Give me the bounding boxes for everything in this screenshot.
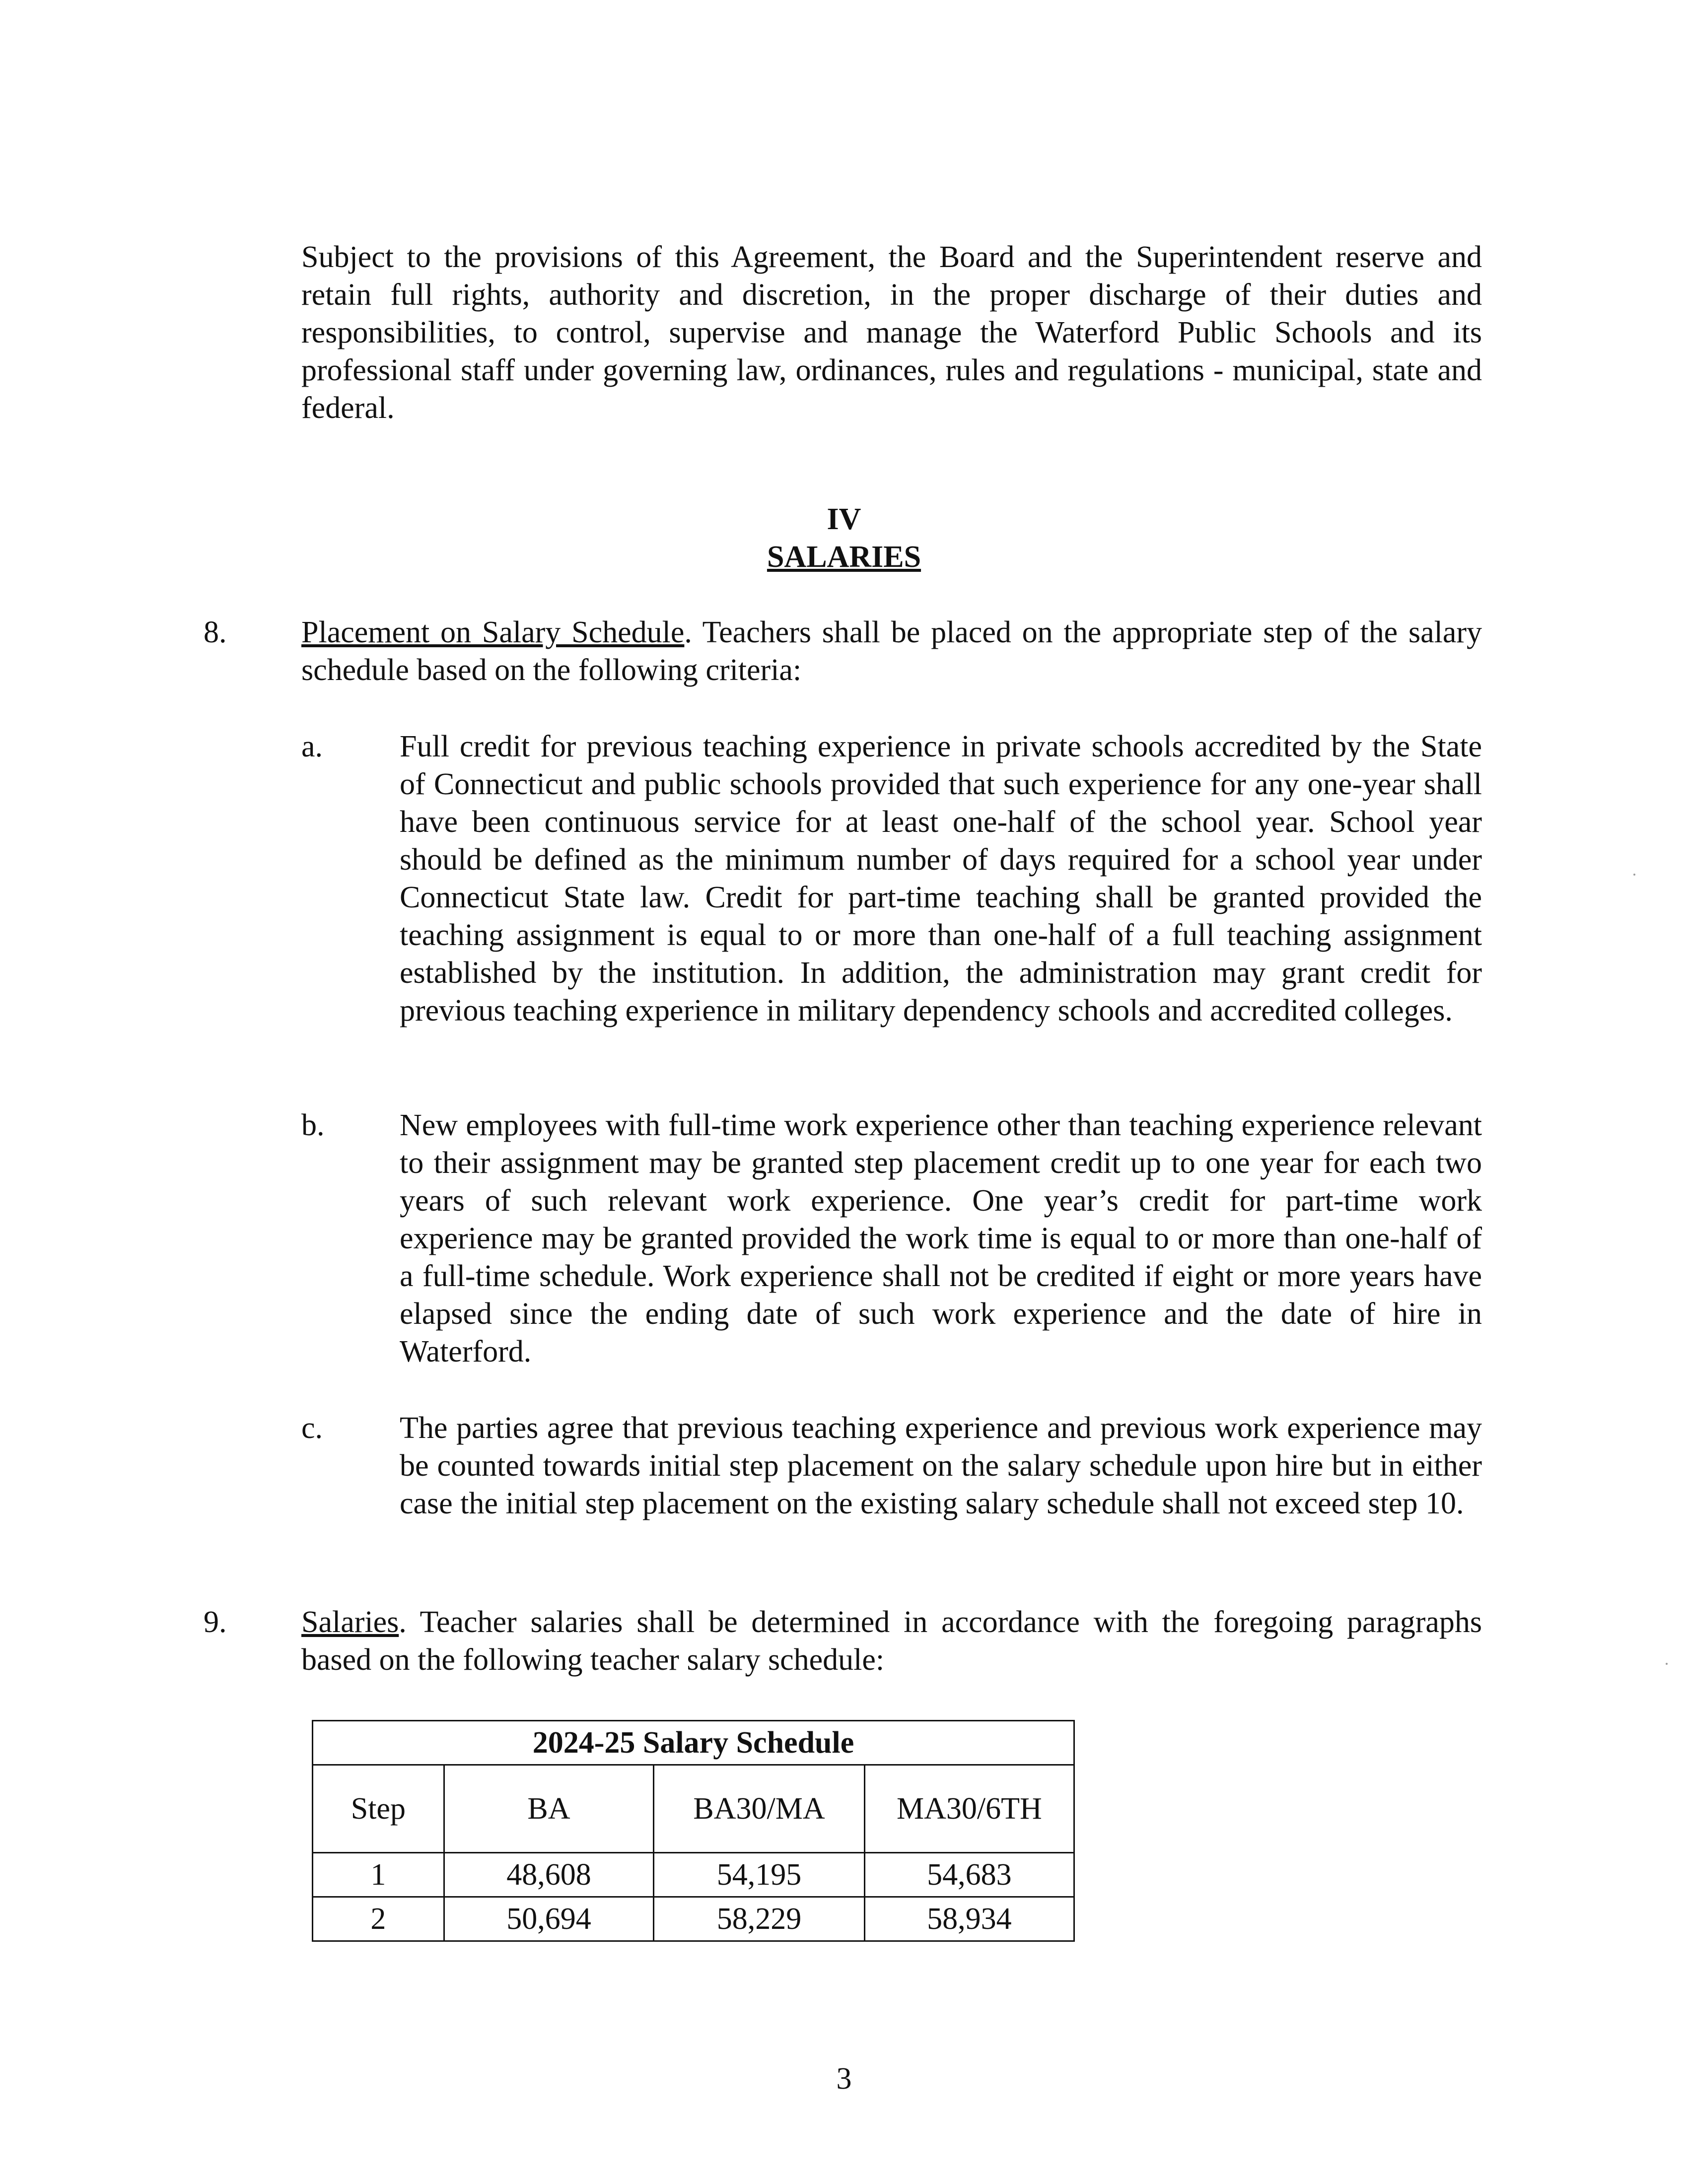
article-number: IV [827, 502, 861, 536]
item-a-letter: a. [301, 730, 323, 763]
item-c-letter: c. [301, 1411, 323, 1445]
table-cell: 58,934 [864, 1897, 1074, 1941]
item-a-text: Full credit for previous teaching experience in private schools accredited by the State of Connecticut and public schools provided that such experience for any one-year shall have been continuous service for at least one-half of the school year. School year should be defined as the minimum number of days required for a school year under Connecticut State law. Credit for part-time teaching shall be granted provided the teaching assignment is equal to or more than one-half of a full teaching assignment established by the institution. In addition, the administration may grant credit for previous teaching experience in military dependency schools and accredited colleges. [400, 730, 1482, 1027]
section-8-number: 8. [204, 615, 227, 649]
header-ba30-ma: BA30/MA [654, 1765, 865, 1853]
item-c-text: The parties agree that previous teaching experience and previous work experience may be counted towards initial step placement on the salary schedule upon hire but in either case the initial step placement on the existing salary schedule shall not exceed step 10. [400, 1411, 1482, 1520]
table-cell: 2 [313, 1897, 444, 1941]
section-8-text: . Teachers shall be placed on the appropriate step of the salary schedule based on the following criteria: [301, 615, 1482, 687]
section-9-text: . Teacher salaries shall be determined in accordance with the foregoing paragraphs based on the following teacher salary schedule: [301, 1605, 1482, 1677]
section-9-paragraph [301, 1603, 1482, 1679]
header-ma30-6th: MA30/6TH [864, 1765, 1074, 1853]
article-title: SALARIES [767, 540, 921, 574]
table-row [313, 1897, 1074, 1941]
header-step: Step [313, 1765, 444, 1853]
intro-paragraph: Subject to the provisions of this Agreement, the Board and the Superintendent reserve and retain full rights, authority and discretion, in the proper discharge of their duties and responsibilities, to control, supervise and manage the Waterford Public Schools and its professional staff under governing law, ordinances, rules and regulations - municipal, state and federal. [301, 240, 1482, 425]
table-cell: 48,608 [444, 1853, 654, 1897]
section-9-heading: Salaries [301, 1605, 399, 1639]
table-row [313, 1853, 1074, 1897]
table-cell: 54,683 [864, 1853, 1074, 1897]
section-8-heading: Placement on Salary Schedule [301, 615, 685, 649]
section-8-paragraph [301, 614, 1482, 689]
section-9-number: 9. [204, 1605, 227, 1639]
table-cell: 50,694 [444, 1897, 654, 1941]
salary-schedule-table [312, 1720, 1075, 1942]
table-cell: 58,229 [654, 1897, 865, 1941]
table-cell: 54,195 [654, 1853, 865, 1897]
scan-speck [1633, 874, 1635, 876]
page-number: 3 [836, 2062, 852, 2096]
scan-speck [1666, 1663, 1668, 1665]
table-cell: 1 [313, 1853, 444, 1897]
item-b-letter: b. [301, 1108, 325, 1142]
item-b-text: New employees with full-time work experience other than teaching experience relevant to their assignment may be granted step placement credit up to one year for each two years of such relevant work experience. One year’s credit for part-time work experience may be granted provided the work time is equal to or more than one-half of a full-time schedule. Work experience shall not be credited if eight or more years have elapsed since the ending date of such work experience and the date of hire in Waterford. [400, 1108, 1482, 1368]
table-title: 2024-25 Salary Schedule [313, 1721, 1074, 1765]
header-ba: BA [444, 1765, 654, 1853]
